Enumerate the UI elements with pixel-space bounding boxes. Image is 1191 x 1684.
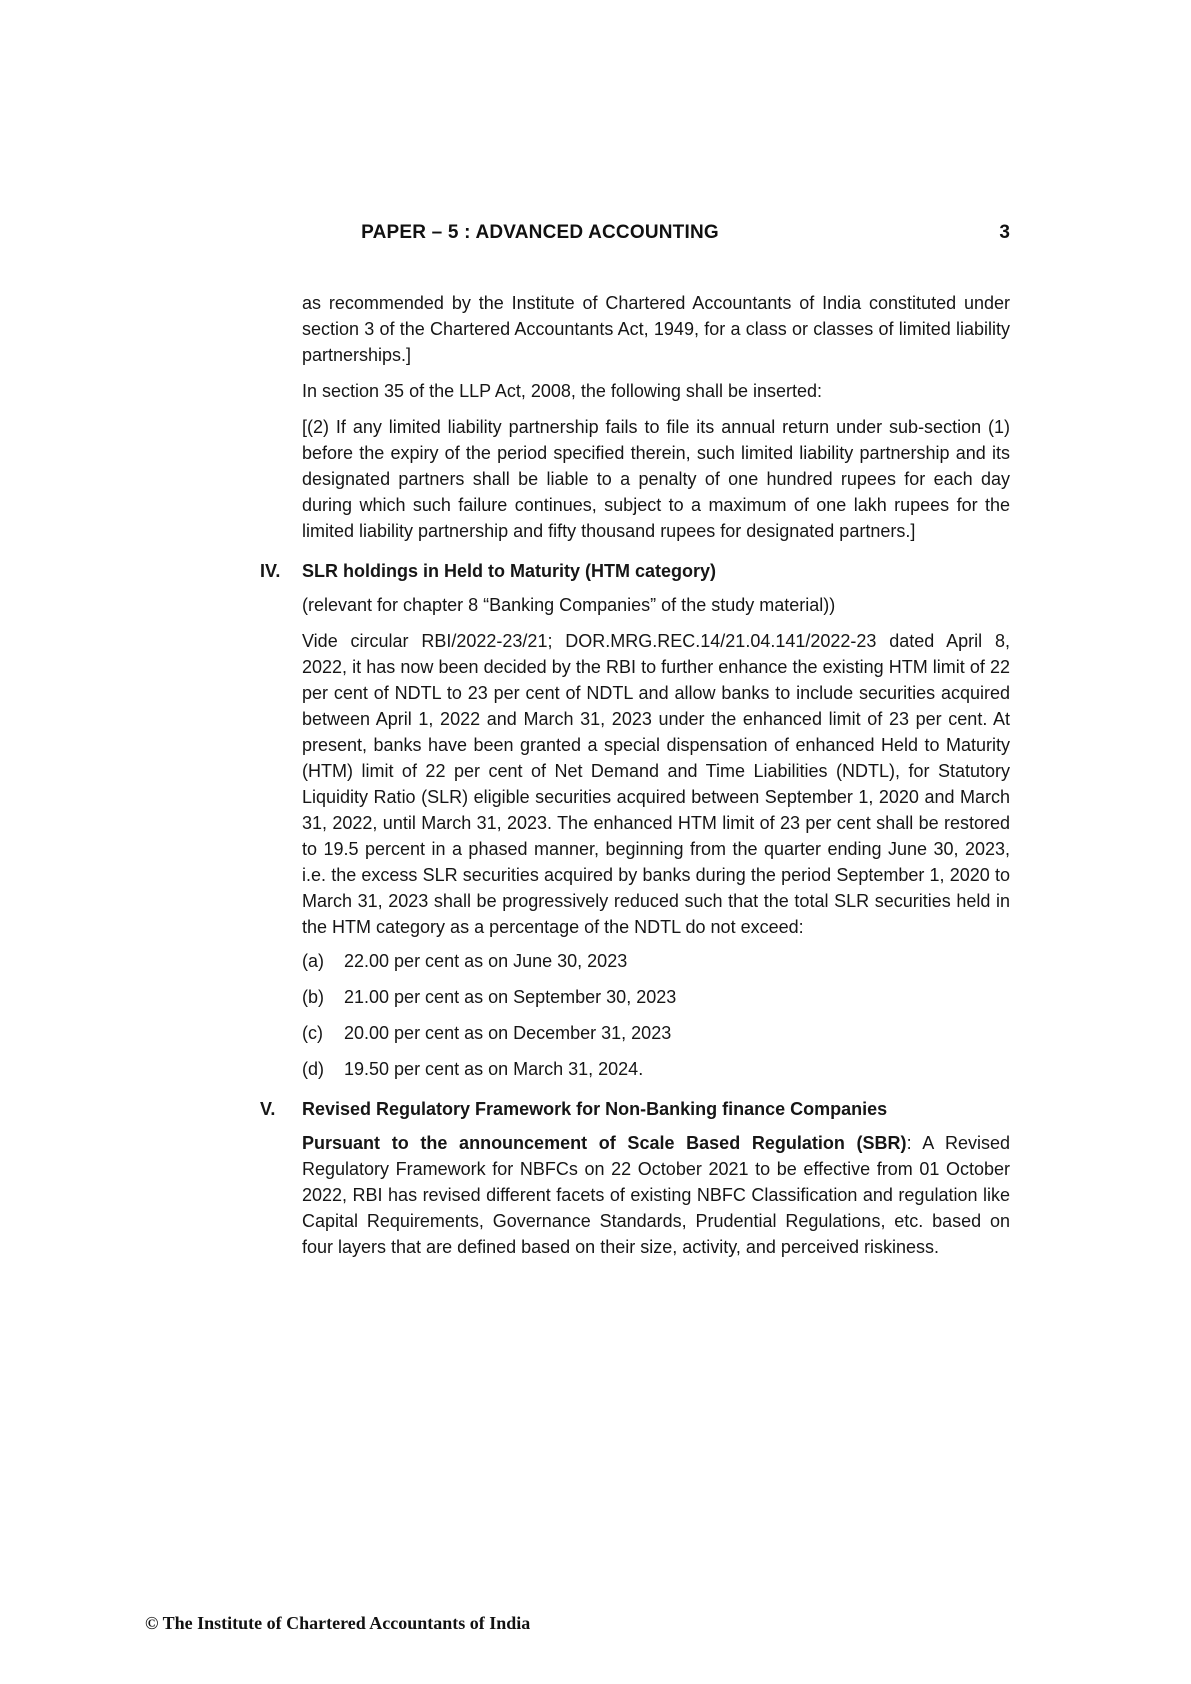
copyright-footer: © The Institute of Chartered Accountants of India	[145, 1613, 531, 1633]
section-iv-relevance: (relevant for chapter 8 “Banking Companies” of the study material))	[302, 595, 836, 615]
list-item-text: 22.00 per cent as on June 30, 2023	[344, 951, 628, 971]
running-header-title: PAPER – 5 : ADVANCED ACCOUNTING	[361, 222, 719, 243]
list-item-marker: (a)	[302, 951, 324, 971]
page-number: 3	[999, 222, 1010, 243]
section-v-body	[302, 1130, 1010, 1260]
list-item	[302, 984, 1010, 1010]
list-item	[302, 1020, 1010, 1046]
list-item	[302, 948, 1010, 974]
section-v-number: V.	[260, 1099, 276, 1119]
paragraph-section-35-text: [(2) If any limited liability partnership fails to file its annual return under sub-section (1) before the expiry of the period specified therein, such limited liability partnership and its designated partners shall be liable to a penalty of one hundred rupees for each day during which such failure continues, subject to a maximum of one lakh rupees for the limited liability partnership and fifty thousand rupees for designated partners.]	[302, 417, 1010, 541]
list-item-text: 19.50 per cent as on March 31, 2024.	[344, 1059, 644, 1079]
section-iv-body: Vide circular RBI/2022-23/21; DOR.MRG.REC.14/21.04.141/2022-23 dated April 8, 2022, it has now been decided by the RBI to further enhance the existing HTM limit of 22 per cent of NDTL to 23 per cent of NDTL and allow banks to include securities acquired between April 1, 2022 and March 31, 2023 under the enhanced limit of 23 per cent. At present, banks have been granted a special dispensation of enhanced Held to Maturity (HTM) limit of 22 per cent of Net Demand and Time Liabilities (NDTL), for Statutory Liquidity Ratio (SLR) eligible securities acquired between September 1, 2020 and March 31, 2022, until March 31, 2023. The enhanced HTM limit of 23 per cent shall be restored to 19.5 percent in a phased manner, beginning from the quarter ending June 30, 2023, i.e. the excess SLR securities acquired by banks during the period September 1, 2020 to March 31, 2023 shall be progressively reduced such that the total SLR securities held in the HTM category as a percentage of the NDTL do not exceed:	[302, 631, 1010, 937]
list-item-marker: (c)	[302, 1023, 323, 1043]
section-v-heading	[260, 1096, 1010, 1122]
section-iv-title: SLR holdings in Held to Maturity (HTM category)	[302, 561, 716, 581]
document-body	[260, 290, 1010, 1270]
list-item-marker: (d)	[302, 1059, 324, 1079]
list-item-text: 20.00 per cent as on December 31, 2023	[344, 1023, 672, 1043]
section-iv-number: IV.	[260, 561, 281, 581]
section-v-text: : A Revised Regulatory Framework for NBFCs on 22 October 2021 to be effective from 01 October 2022, RBI has revised different facets of existing NBFC Classification and regulation like Capital Requirements, Governance Standards, Prudential Regulations, etc. based on four layers that are defined based on their size, activity, and perceived riskiness.	[302, 1133, 1010, 1257]
list-item-text: 21.00 per cent as on September 30, 2023	[344, 987, 677, 1007]
paragraph-llp-continuation: as recommended by the Institute of Chartered Accountants of India constituted under section 3 of the Chartered Accountants Act, 1949, for a class or classes of limited liability partnerships.]	[302, 293, 1010, 365]
section-iv-heading	[260, 558, 1010, 584]
section-v-lead: Pursuant to the announcement of Scale Based Regulation (SBR)	[302, 1133, 907, 1153]
section-v-title: Revised Regulatory Framework for Non-Banking finance Companies	[302, 1099, 888, 1119]
htm-limit-list	[302, 948, 1010, 1082]
paragraph-section-35-intro: In section 35 of the LLP Act, 2008, the following shall be inserted:	[302, 381, 823, 401]
list-item	[302, 1056, 1010, 1082]
list-item-marker: (b)	[302, 987, 324, 1007]
